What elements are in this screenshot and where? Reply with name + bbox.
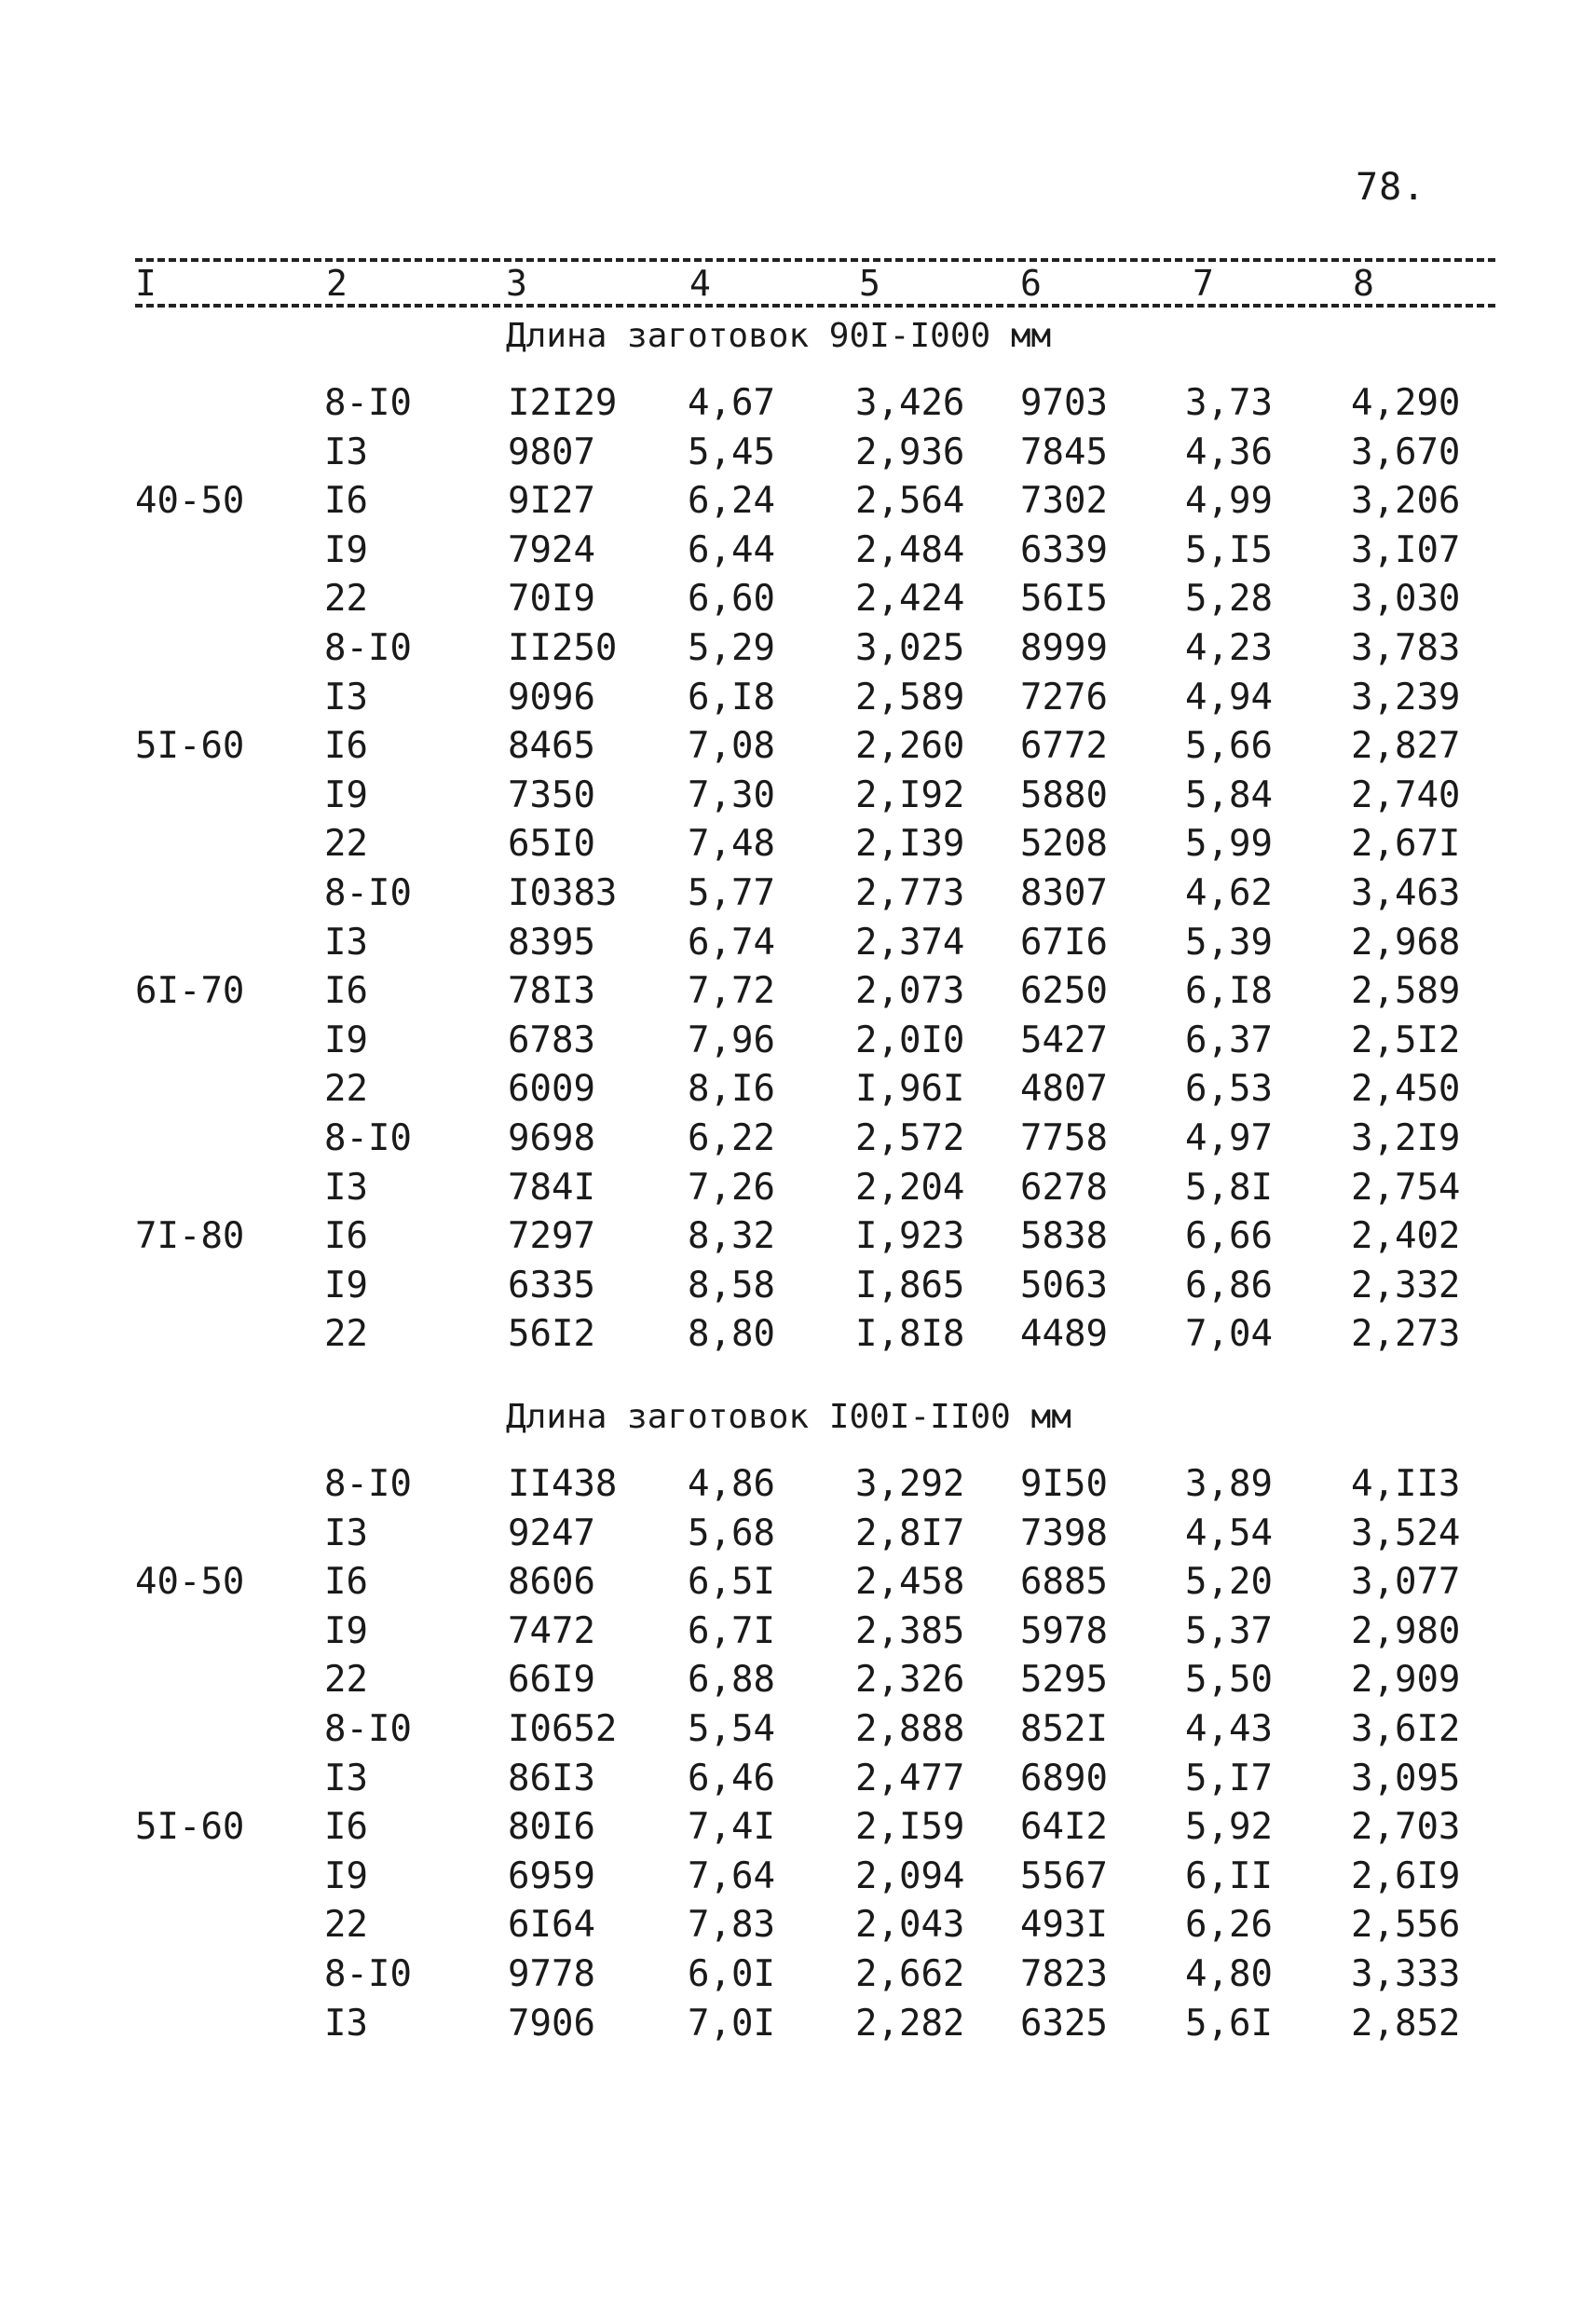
table-cell: 22 <box>324 1313 368 1355</box>
table-cell: 56I5 <box>1020 578 1108 620</box>
table-row <box>0 1904 1596 1953</box>
header-col-8: 8 <box>1353 263 1374 304</box>
table-cell: I6 <box>324 480 368 522</box>
table-cell: 9I27 <box>508 480 595 522</box>
table-row <box>0 677 1596 726</box>
table-cell: 8-I0 <box>324 1117 412 1159</box>
table-cell: 22 <box>324 823 368 865</box>
table-cell: 493I <box>1020 1904 1108 1946</box>
table-cell: 3,783 <box>1351 627 1461 669</box>
table-cell: 4,99 <box>1185 480 1273 522</box>
table-cell: 2,936 <box>855 431 965 473</box>
header-dash-line-bottom <box>135 304 1495 308</box>
table-row <box>0 627 1596 677</box>
table-cell: 7906 <box>508 2003 595 2045</box>
table-cell: 5,77 <box>688 872 775 914</box>
table-cell: 7823 <box>1020 1953 1108 1995</box>
table-cell: 3,670 <box>1351 431 1461 473</box>
table-cell: 2,I39 <box>855 823 965 865</box>
table-cell: 7924 <box>508 529 595 571</box>
table-cell: 2,740 <box>1351 774 1461 816</box>
table-cell: 7758 <box>1020 1117 1108 1159</box>
table-cell: 6,7I <box>688 1610 775 1652</box>
table-cell: 6,5I <box>688 1561 775 1603</box>
table-cell: 6,44 <box>688 529 775 571</box>
table-cell: 5567 <box>1020 1855 1108 1897</box>
table-cell: 2,980 <box>1351 1610 1461 1652</box>
table-cell: 7276 <box>1020 677 1108 718</box>
table-cell: I9 <box>324 1019 368 1061</box>
table-cell: 70I9 <box>508 578 595 620</box>
table-cell: 6,86 <box>1185 1265 1273 1306</box>
table-cell: 7,08 <box>688 725 775 767</box>
table-cell: 2,968 <box>1351 922 1461 964</box>
table-cell: 2,I59 <box>855 1806 965 1848</box>
table-cell: 7302 <box>1020 480 1108 522</box>
table-cell: 2,477 <box>855 1758 965 1799</box>
table-cell: 4,67 <box>688 382 775 424</box>
table-cell: 6,0I <box>688 1953 775 1995</box>
table-cell: 6885 <box>1020 1561 1108 1603</box>
table-cell: 6,74 <box>688 922 775 964</box>
table-cell: 6959 <box>508 1855 595 1897</box>
table-cell: 7398 <box>1020 1512 1108 1554</box>
table-cell: I9 <box>324 1610 368 1652</box>
table-cell: 5,20 <box>1185 1561 1273 1603</box>
table-cell: 6,I8 <box>688 677 775 718</box>
table-cell: 2,374 <box>855 922 965 964</box>
table-cell: I9 <box>324 1855 368 1897</box>
table-cell: 7,30 <box>688 774 775 816</box>
table-cell: 5063 <box>1020 1265 1108 1306</box>
table-cell: 5880 <box>1020 774 1108 816</box>
group-label: 5I-60 <box>135 1806 245 1848</box>
table-cell: 2,204 <box>855 1167 965 1209</box>
table-row <box>0 823 1596 872</box>
table-cell: 5,45 <box>688 431 775 473</box>
table-cell: 6,46 <box>688 1758 775 1799</box>
table-cell: 2,6I9 <box>1351 1855 1461 1897</box>
table-cell: 2,043 <box>855 1904 965 1946</box>
table-cell: 56I2 <box>508 1313 595 1355</box>
table-cell: 4,43 <box>1185 1708 1273 1750</box>
table-cell: 8465 <box>508 725 595 767</box>
table-cell: 6783 <box>508 1019 595 1061</box>
table-cell: 9778 <box>508 1953 595 1995</box>
table-cell: I9 <box>324 1265 368 1306</box>
table-cell: 2,484 <box>855 529 965 571</box>
table-row <box>0 1708 1596 1758</box>
header-col-1: I <box>135 263 157 304</box>
table-cell: 22 <box>324 1659 368 1701</box>
table-cell: II438 <box>508 1463 618 1505</box>
table-cell: 8606 <box>508 1561 595 1603</box>
table-cell: 8395 <box>508 922 595 964</box>
table-cell: 8-I0 <box>324 382 412 424</box>
table-cell: 3,524 <box>1351 1512 1461 1554</box>
table-cell: 6,I8 <box>1185 970 1273 1012</box>
table-cell: 2,589 <box>1351 970 1461 1012</box>
table-cell: 5,6I <box>1185 2003 1273 2045</box>
table-cell: 4,62 <box>1185 872 1273 914</box>
table-cell: I3 <box>324 1758 368 1799</box>
table-cell: 5,92 <box>1185 1806 1273 1848</box>
table-cell: I9 <box>324 529 368 571</box>
table-header <box>0 263 1596 306</box>
table-cell: 64I2 <box>1020 1806 1108 1848</box>
table-cell: 8999 <box>1020 627 1108 669</box>
table-cell: 80I6 <box>508 1806 595 1848</box>
table-row <box>0 1659 1596 1708</box>
table-cell: 2,326 <box>855 1659 965 1701</box>
table-cell: 4807 <box>1020 1068 1108 1110</box>
table-cell: I3 <box>324 2003 368 2045</box>
table-cell: 4,23 <box>1185 627 1273 669</box>
table-cell: 2,385 <box>855 1610 965 1652</box>
table-row <box>0 2003 1596 2052</box>
table-cell: 6,53 <box>1185 1068 1273 1110</box>
table-cell: 784I <box>508 1167 595 1209</box>
table-row <box>0 1953 1596 2003</box>
table-cell: 5838 <box>1020 1215 1108 1257</box>
group-label: 7I-80 <box>135 1215 245 1257</box>
table-row <box>0 1313 1596 1362</box>
table-cell: 4,80 <box>1185 1953 1273 1995</box>
table-cell: I,96I <box>855 1068 965 1110</box>
table-cell: 2,8I7 <box>855 1512 965 1554</box>
table-cell: 3,I07 <box>1351 529 1461 571</box>
table-cell: 6772 <box>1020 725 1108 767</box>
table-row <box>0 578 1596 627</box>
table-cell: 5,68 <box>688 1512 775 1554</box>
table-cell: 2,5I2 <box>1351 1019 1461 1061</box>
table-cell: 5,I7 <box>1185 1758 1273 1799</box>
table-cell: 4,94 <box>1185 677 1273 718</box>
table-cell: 6009 <box>508 1068 595 1110</box>
section-title-text: Длина заготовок I00I-II00 мм <box>506 1398 1071 1436</box>
table-cell: 7,72 <box>688 970 775 1012</box>
table-cell: I9 <box>324 774 368 816</box>
table-cell: 3,6I2 <box>1351 1708 1461 1750</box>
table-cell: 3,73 <box>1185 382 1273 424</box>
table-cell: 5208 <box>1020 823 1108 865</box>
table-cell: 9703 <box>1020 382 1108 424</box>
table-cell: 3,030 <box>1351 578 1461 620</box>
table-cell: II250 <box>508 627 618 669</box>
table-cell: 7,04 <box>1185 1313 1273 1355</box>
table-cell: I6 <box>324 725 368 767</box>
table-cell: 2,556 <box>1351 1904 1461 1946</box>
table-row <box>0 1019 1596 1069</box>
table-cell: 2,073 <box>855 970 965 1012</box>
table-cell: I,8I8 <box>855 1313 965 1355</box>
table-cell: 7472 <box>508 1610 595 1652</box>
table-cell: 6278 <box>1020 1167 1108 1209</box>
table-cell: I3 <box>324 1512 368 1554</box>
table-cell: 4,54 <box>1185 1512 1273 1554</box>
table-row <box>0 1265 1596 1314</box>
table-cell: 3,095 <box>1351 1758 1461 1799</box>
table-cell: 4,97 <box>1185 1117 1273 1159</box>
table-row <box>0 1610 1596 1660</box>
table-cell: 5,84 <box>1185 774 1273 816</box>
table-cell: I,865 <box>855 1265 965 1306</box>
table-cell: 5,39 <box>1185 922 1273 964</box>
table-row <box>0 1117 1596 1167</box>
table-cell: 5,8I <box>1185 1167 1273 1209</box>
table-cell: 3,292 <box>855 1463 965 1505</box>
table-cell: 7,64 <box>688 1855 775 1897</box>
group-label: 6I-70 <box>135 970 245 1012</box>
table-cell: 6,24 <box>688 480 775 522</box>
table-cell: I6 <box>324 1561 368 1603</box>
table-cell: 5427 <box>1020 1019 1108 1061</box>
table-cell: I6 <box>324 1806 368 1848</box>
header-col-2: 2 <box>326 263 348 304</box>
table-cell: 22 <box>324 1904 368 1946</box>
table-cell: 6335 <box>508 1265 595 1306</box>
table-cell: 2,0I0 <box>855 1019 965 1061</box>
table-cell: 5,99 <box>1185 823 1273 865</box>
table-cell: I,923 <box>855 1215 965 1257</box>
table-cell: 7,83 <box>688 1904 775 1946</box>
table-cell: 5,50 <box>1185 1659 1273 1701</box>
table-cell: 4,290 <box>1351 382 1461 424</box>
table-cell: 5,28 <box>1185 578 1273 620</box>
table-cell: 9698 <box>508 1117 595 1159</box>
table-row <box>0 922 1596 971</box>
table-row <box>0 1512 1596 1562</box>
table-cell: 9247 <box>508 1512 595 1554</box>
table-row <box>0 431 1596 481</box>
table-cell: 2,67I <box>1351 823 1461 865</box>
table-cell: 2,094 <box>855 1855 965 1897</box>
table-cell: 2,282 <box>855 2003 965 2045</box>
table-cell: 6,37 <box>1185 1019 1273 1061</box>
table-cell: 2,827 <box>1351 725 1461 767</box>
table-cell: 8-I0 <box>324 1953 412 1995</box>
page-number: 78. <box>1356 166 1426 209</box>
table-cell: 8-I0 <box>324 1708 412 1750</box>
table-cell: 2,402 <box>1351 1215 1461 1257</box>
table-row <box>0 1068 1596 1117</box>
table-cell: 7,26 <box>688 1167 775 1209</box>
table-cell: I3 <box>324 1167 368 1209</box>
table-cell: 3,426 <box>855 382 965 424</box>
table-cell: I3 <box>324 431 368 473</box>
table-cell: 8-I0 <box>324 627 412 669</box>
table-cell: 2,589 <box>855 677 965 718</box>
table-cell: 6890 <box>1020 1758 1108 1799</box>
table-cell: 3,025 <box>855 627 965 669</box>
table-row <box>0 382 1596 431</box>
table-cell: 9I50 <box>1020 1463 1108 1505</box>
group-label: 5I-60 <box>135 725 245 767</box>
table-cell: 2,852 <box>1351 2003 1461 2045</box>
table-cell: 2,572 <box>855 1117 965 1159</box>
table-cell: 5,29 <box>688 627 775 669</box>
table-cell: 2,754 <box>1351 1167 1461 1209</box>
table-cell: 8,I6 <box>688 1068 775 1110</box>
table-cell: 6,66 <box>1185 1215 1273 1257</box>
table-cell: 6250 <box>1020 970 1108 1012</box>
table-cell: 6,26 <box>1185 1904 1273 1946</box>
header-dash-line-top <box>135 258 1495 262</box>
table-cell: 2,458 <box>855 1561 965 1603</box>
table-cell: 3,239 <box>1351 677 1461 718</box>
table-cell: 9807 <box>508 431 595 473</box>
table-cell: 8,80 <box>688 1313 775 1355</box>
table-cell: 2,564 <box>855 480 965 522</box>
table-cell: 2,909 <box>1351 1659 1461 1701</box>
table-cell: 3,463 <box>1351 872 1461 914</box>
table-cell: I0383 <box>508 872 618 914</box>
table-cell: 3,89 <box>1185 1463 1273 1505</box>
header-col-4: 4 <box>689 263 711 304</box>
table-cell: 4489 <box>1020 1313 1108 1355</box>
table-cell: 2,703 <box>1351 1806 1461 1848</box>
table-cell: 6,60 <box>688 578 775 620</box>
table-cell: 8,58 <box>688 1265 775 1306</box>
table-cell: 67I6 <box>1020 922 1108 964</box>
table-row <box>0 872 1596 922</box>
table-cell: 4,36 <box>1185 431 1273 473</box>
table-cell: I0652 <box>508 1708 618 1750</box>
table-cell: 5,66 <box>1185 725 1273 767</box>
table-row <box>0 1463 1596 1512</box>
table-cell: 7,4I <box>688 1806 775 1848</box>
table-cell: 2,273 <box>1351 1313 1461 1355</box>
table-row <box>0 1167 1596 1216</box>
table-cell: 7297 <box>508 1215 595 1257</box>
table-row <box>0 774 1596 824</box>
table-cell: 7,48 <box>688 823 775 865</box>
table-cell: 4,86 <box>688 1463 775 1505</box>
table-cell: 2,773 <box>855 872 965 914</box>
table-cell: 2,332 <box>1351 1265 1461 1306</box>
table-row <box>0 1855 1596 1905</box>
table-cell: 6I64 <box>508 1904 595 1946</box>
table-cell: 2,424 <box>855 578 965 620</box>
table-cell: 22 <box>324 1068 368 1110</box>
table-cell: 6,88 <box>688 1659 775 1701</box>
table-cell: 8-I0 <box>324 1463 412 1505</box>
table-cell: 5295 <box>1020 1659 1108 1701</box>
table-cell: 86I3 <box>508 1758 595 1799</box>
table-cell: 78I3 <box>508 970 595 1012</box>
table-cell: 65I0 <box>508 823 595 865</box>
table-cell: 7,96 <box>688 1019 775 1061</box>
table-cell: 2,260 <box>855 725 965 767</box>
table-cell: 6325 <box>1020 2003 1108 2045</box>
table-cell: 5,I5 <box>1185 529 1273 571</box>
table-cell: I3 <box>324 922 368 964</box>
table-cell: 2,I92 <box>855 774 965 816</box>
section-title-text: Длина заготовок 90I-I000 мм <box>506 317 1052 355</box>
table-cell: I2I29 <box>508 382 618 424</box>
table-row <box>0 529 1596 579</box>
table-cell: 22 <box>324 578 368 620</box>
table-cell: 9096 <box>508 677 595 718</box>
table-cell: I6 <box>324 1215 368 1257</box>
header-col-7: 7 <box>1193 263 1214 304</box>
table-cell: 6,22 <box>688 1117 775 1159</box>
table-cell: 7,0I <box>688 2003 775 2045</box>
table-cell: 7350 <box>508 774 595 816</box>
table-cell: 8-I0 <box>324 872 412 914</box>
table-cell: 8,32 <box>688 1215 775 1257</box>
table-row <box>0 1758 1596 1807</box>
group-label: 40-50 <box>135 1561 245 1603</box>
header-col-3: 3 <box>506 263 527 304</box>
table-cell: 852I <box>1020 1708 1108 1750</box>
header-col-6: 6 <box>1020 263 1042 304</box>
table-cell: 2,888 <box>855 1708 965 1750</box>
table-cell: 66I9 <box>508 1659 595 1701</box>
table-cell: 3,2I9 <box>1351 1117 1461 1159</box>
table-cell: 2,662 <box>855 1953 965 1995</box>
table-cell: I3 <box>324 677 368 718</box>
table-cell: 6,II <box>1185 1855 1273 1897</box>
table-cell: 7845 <box>1020 431 1108 473</box>
table-cell: 4,II3 <box>1351 1463 1461 1505</box>
header-col-5: 5 <box>859 263 880 304</box>
table-cell: 6339 <box>1020 529 1108 571</box>
table-cell: 3,333 <box>1351 1953 1461 1995</box>
group-label: 40-50 <box>135 480 245 522</box>
table-cell: 8307 <box>1020 872 1108 914</box>
table-cell: 3,206 <box>1351 480 1461 522</box>
table-cell: 5,54 <box>688 1708 775 1750</box>
table-cell: I6 <box>324 970 368 1012</box>
table-cell: 5978 <box>1020 1610 1108 1652</box>
table-cell: 3,077 <box>1351 1561 1461 1603</box>
table-cell: 2,450 <box>1351 1068 1461 1110</box>
table-cell: 5,37 <box>1185 1610 1273 1652</box>
